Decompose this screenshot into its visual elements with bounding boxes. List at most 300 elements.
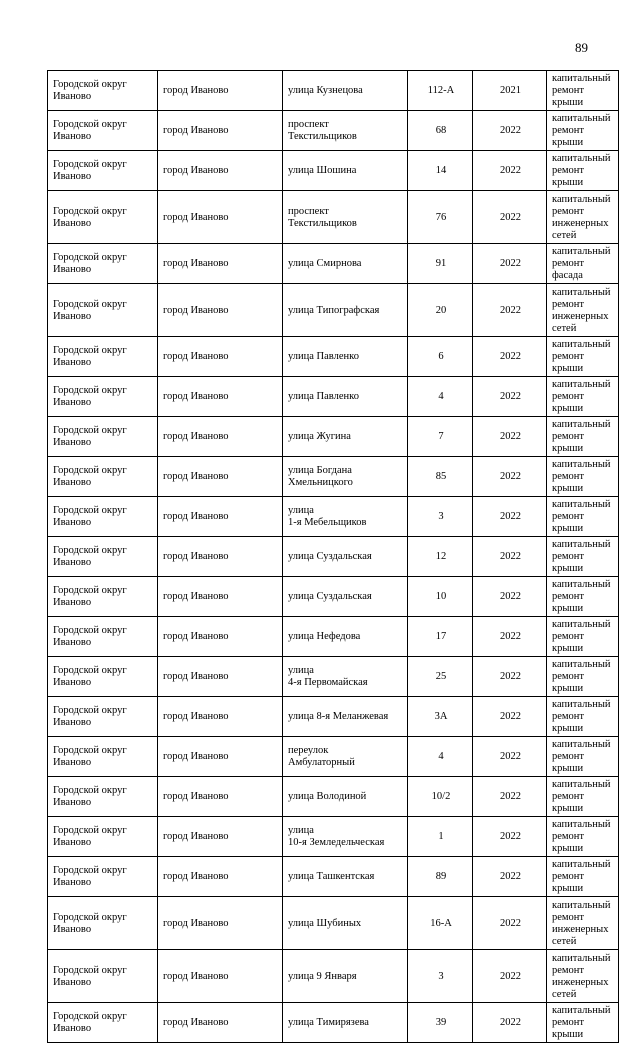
house-number-cell: [408, 697, 473, 737]
year-cell: [473, 897, 547, 950]
settlement-cell: [158, 857, 283, 897]
work-type-text: капитальный ремонт крыши: [552, 779, 611, 814]
settlement-text: город Иваново: [163, 631, 229, 642]
settlement-text: город Иваново: [163, 871, 229, 882]
year-cell: [473, 577, 547, 617]
municipality-cell: [48, 71, 158, 111]
year-cell: [473, 1003, 547, 1043]
settlement-cell: [158, 377, 283, 417]
work-type-text: капитальный ремонт инженерных сетей: [552, 286, 611, 334]
house-number-cell: [408, 284, 473, 337]
settlement-cell: [158, 1003, 283, 1043]
year-text: 2022: [500, 351, 521, 362]
street-cell: [283, 897, 408, 950]
table-row: [48, 1003, 619, 1043]
municipality-cell: [48, 284, 158, 337]
table-row: [48, 950, 619, 1003]
table-row: [48, 377, 619, 417]
settlement-text: город Иваново: [163, 211, 229, 223]
house-number-cell: [408, 457, 473, 497]
municipality-cell: [48, 617, 158, 657]
municipality-text: Городской округ Иваново: [53, 745, 127, 768]
work-type-cell: [547, 857, 619, 897]
house-number-text: 89: [435, 871, 447, 882]
settlement-text: город Иваново: [163, 351, 229, 362]
settlement-cell: [158, 417, 283, 457]
table-row: [48, 71, 619, 111]
house-number-text: 76: [435, 211, 447, 223]
house-number-cell: [408, 151, 473, 191]
street-text: улица Смирнова: [288, 258, 362, 269]
municipality-cell: [48, 244, 158, 284]
house-number-cell: [408, 377, 473, 417]
house-number-text: 91: [435, 258, 447, 269]
municipality-text: Городской округ Иваново: [53, 785, 127, 808]
municipality-cell: [48, 497, 158, 537]
settlement-cell: [158, 337, 283, 377]
settlement-cell: [158, 284, 283, 337]
year-text: 2022: [500, 711, 521, 722]
settlement-text: город Иваново: [163, 917, 229, 929]
year-text: 2022: [500, 471, 521, 482]
house-number-cell: [408, 497, 473, 537]
street-cell: [283, 71, 408, 111]
work-type-text: капитальный ремонт крыши: [552, 699, 611, 734]
municipality-text: Городской округ Иваново: [53, 545, 127, 568]
work-type-text: капитальный ремонт крыши: [552, 499, 611, 534]
municipality-cell: [48, 1003, 158, 1043]
house-number-text: 1: [438, 831, 444, 842]
year-cell: [473, 697, 547, 737]
street-text: улица Типографская: [288, 304, 380, 316]
street-text: улица Ташкентская: [288, 871, 375, 882]
street-text: улица Нефедова: [288, 631, 361, 642]
street-cell: [283, 657, 408, 697]
street-cell: [283, 697, 408, 737]
year-text: 2022: [500, 391, 521, 402]
municipality-cell: [48, 417, 158, 457]
house-number-text: 20: [435, 304, 447, 316]
settlement-cell: [158, 71, 283, 111]
work-type-text: капитальный ремонт фасада: [552, 246, 611, 281]
work-type-text: капитальный ремонт крыши: [552, 73, 611, 108]
settlement-cell: [158, 111, 283, 151]
street-cell: [283, 617, 408, 657]
street-text: улица 10-я Земледельческая: [288, 825, 385, 848]
house-number-text: 7: [438, 431, 444, 442]
house-number-cell: [408, 737, 473, 777]
house-number-cell: [408, 657, 473, 697]
street-cell: [283, 537, 408, 577]
settlement-cell: [158, 950, 283, 1003]
house-number-text: 10/2: [431, 791, 451, 802]
house-number-text: 14: [435, 165, 447, 176]
table-row: [48, 537, 619, 577]
work-type-text: капитальный ремонт крыши: [552, 153, 611, 188]
settlement-text: город Иваново: [163, 258, 229, 269]
year-cell: [473, 337, 547, 377]
municipality-cell: [48, 657, 158, 697]
work-type-cell: [547, 337, 619, 377]
year-cell: [473, 417, 547, 457]
house-number-text: 12: [435, 551, 447, 562]
municipality-text: Городской округ Иваново: [53, 205, 127, 229]
work-type-text: капитальный ремонт крыши: [552, 739, 611, 774]
house-number-cell: [408, 417, 473, 457]
table-row: [48, 191, 619, 244]
house-number-cell: [408, 537, 473, 577]
work-type-cell: [547, 244, 619, 284]
work-type-cell: [547, 457, 619, 497]
settlement-text: город Иваново: [163, 391, 229, 402]
settlement-cell: [158, 777, 283, 817]
municipality-text: Городской округ Иваново: [53, 625, 127, 648]
table-row: [48, 457, 619, 497]
year-cell: [473, 284, 547, 337]
year-text: 2022: [500, 125, 521, 136]
house-number-text: 3: [438, 970, 444, 982]
table-row: [48, 817, 619, 857]
year-text: 2022: [500, 304, 521, 316]
house-number-text: 4: [438, 751, 444, 762]
municipality-cell: [48, 111, 158, 151]
settlement-text: город Иваново: [163, 511, 229, 522]
municipality-cell: [48, 151, 158, 191]
municipality-text: Городской округ Иваново: [53, 505, 127, 528]
work-type-cell: [547, 737, 619, 777]
work-type-text: капитальный ремонт инженерных сетей: [552, 193, 611, 241]
municipality-text: Городской округ Иваново: [53, 385, 127, 408]
settlement-text: город Иваново: [163, 751, 229, 762]
street-cell: [283, 151, 408, 191]
work-type-text: капитальный ремонт крыши: [552, 659, 611, 694]
street-text: улица Володиной: [288, 791, 367, 802]
settlement-cell: [158, 151, 283, 191]
settlement-text: город Иваново: [163, 711, 229, 722]
street-cell: [283, 457, 408, 497]
table-row: [48, 337, 619, 377]
street-cell: [283, 417, 408, 457]
municipality-text: Городской округ Иваново: [53, 465, 127, 488]
work-type-cell: [547, 617, 619, 657]
year-text: 2022: [500, 631, 521, 642]
settlement-cell: [158, 244, 283, 284]
street-cell: [283, 817, 408, 857]
street-cell: [283, 111, 408, 151]
house-number-text: 16-А: [430, 917, 452, 929]
table-row: [48, 151, 619, 191]
street-text: улица Павленко: [288, 351, 359, 362]
street-text: улица Шошина: [288, 165, 357, 176]
settlement-cell: [158, 457, 283, 497]
table-row: [48, 737, 619, 777]
house-number-text: 3А: [434, 711, 448, 722]
municipality-text: Городской округ Иваново: [53, 665, 127, 688]
table-row: [48, 284, 619, 337]
work-type-cell: [547, 284, 619, 337]
street-text: улица 8-я Меланжевая: [288, 711, 389, 722]
table-row: [48, 417, 619, 457]
work-type-cell: [547, 417, 619, 457]
settlement-cell: [158, 577, 283, 617]
year-cell: [473, 71, 547, 111]
year-cell: [473, 457, 547, 497]
work-type-cell: [547, 497, 619, 537]
house-number-cell: [408, 1003, 473, 1043]
municipality-cell: [48, 737, 158, 777]
settlement-cell: [158, 817, 283, 857]
year-cell: [473, 817, 547, 857]
year-cell: [473, 111, 547, 151]
street-text: переулок Амбулаторный: [288, 745, 355, 768]
settlement-cell: [158, 737, 283, 777]
year-text: 2021: [500, 85, 521, 96]
municipality-text: Городской округ Иваново: [53, 425, 127, 448]
street-text: улица Шубиных: [288, 917, 362, 929]
work-type-cell: [547, 151, 619, 191]
settlement-text: город Иваново: [163, 970, 229, 982]
work-type-text: капитальный ремонт крыши: [552, 379, 611, 414]
municipality-cell: [48, 817, 158, 857]
municipality-text: Городской округ Иваново: [53, 298, 127, 322]
work-type-text: капитальный ремонт инженерных сетей: [552, 899, 611, 947]
settlement-cell: [158, 697, 283, 737]
work-type-cell: [547, 71, 619, 111]
table-row: [48, 897, 619, 950]
work-type-text: капитальный ремонт крыши: [552, 579, 611, 614]
street-text: улица Павленко: [288, 391, 359, 402]
street-text: улица Богдана Хмельницкого: [288, 465, 353, 488]
municipality-cell: [48, 897, 158, 950]
street-text: улица Жугина: [288, 431, 351, 442]
work-type-cell: [547, 777, 619, 817]
municipality-text: Городской округ Иваново: [53, 865, 127, 888]
year-text: 2022: [500, 591, 521, 602]
street-text: улица 9 Января: [288, 970, 357, 982]
house-number-cell: [408, 111, 473, 151]
year-text: 2022: [500, 791, 521, 802]
year-cell: [473, 151, 547, 191]
municipality-cell: [48, 377, 158, 417]
municipality-text: Городской округ Иваново: [53, 119, 127, 142]
municipality-cell: [48, 537, 158, 577]
municipality-cell: [48, 457, 158, 497]
street-cell: [283, 497, 408, 537]
year-cell: [473, 191, 547, 244]
street-text: улица Суздальская: [288, 551, 372, 562]
work-type-cell: [547, 577, 619, 617]
year-text: 2022: [500, 258, 521, 269]
house-number-cell: [408, 71, 473, 111]
work-type-cell: [547, 1003, 619, 1043]
settlement-text: город Иваново: [163, 791, 229, 802]
year-cell: [473, 617, 547, 657]
year-cell: [473, 950, 547, 1003]
year-cell: [473, 857, 547, 897]
settlement-text: город Иваново: [163, 165, 229, 176]
work-type-text: капитальный ремонт крыши: [552, 419, 611, 454]
year-text: 2022: [500, 1017, 521, 1028]
repair-schedule-table: [47, 70, 619, 1043]
house-number-text: 6: [438, 351, 444, 362]
settlement-text: город Иваново: [163, 671, 229, 682]
settlement-text: город Иваново: [163, 831, 229, 842]
municipality-text: Городской округ Иваново: [53, 705, 127, 728]
municipality-text: Городской округ Иваново: [53, 79, 127, 102]
table-row: [48, 857, 619, 897]
table-row: [48, 697, 619, 737]
year-text: 2022: [500, 917, 521, 929]
work-type-text: капитальный ремонт крыши: [552, 819, 611, 854]
house-number-text: 39: [435, 1017, 447, 1028]
street-text: улица Кузнецова: [288, 85, 363, 96]
street-cell: [283, 377, 408, 417]
street-text: улица 4-я Первомайская: [288, 665, 368, 688]
street-text: улица Тимирязева: [288, 1017, 369, 1028]
municipality-text: Городской округ Иваново: [53, 252, 127, 275]
municipality-text: Городской округ Иваново: [53, 1011, 127, 1034]
year-cell: [473, 777, 547, 817]
work-type-text: капитальный ремонт инженерных сетей: [552, 952, 611, 1000]
work-type-text: капитальный ремонт крыши: [552, 1005, 611, 1040]
house-number-text: 68: [435, 125, 447, 136]
table-row: [48, 577, 619, 617]
house-number-cell: [408, 857, 473, 897]
year-text: 2022: [500, 165, 521, 176]
settlement-cell: [158, 191, 283, 244]
work-type-text: капитальный ремонт крыши: [552, 539, 611, 574]
work-type-cell: [547, 657, 619, 697]
house-number-cell: [408, 191, 473, 244]
street-cell: [283, 577, 408, 617]
street-cell: [283, 191, 408, 244]
year-text: 2022: [500, 871, 521, 882]
municipality-cell: [48, 777, 158, 817]
house-number-text: 85: [435, 471, 447, 482]
year-cell: [473, 497, 547, 537]
house-number-text: 10: [435, 591, 447, 602]
table-row: [48, 111, 619, 151]
municipality-text: Городской округ Иваново: [53, 964, 127, 988]
table-row: [48, 244, 619, 284]
settlement-text: город Иваново: [163, 125, 229, 136]
settlement-cell: [158, 537, 283, 577]
settlement-text: город Иваново: [163, 1017, 229, 1028]
house-number-text: 4: [438, 391, 444, 402]
street-cell: [283, 244, 408, 284]
house-number-text: 112-А: [427, 85, 455, 96]
settlement-cell: [158, 657, 283, 697]
municipality-cell: [48, 191, 158, 244]
municipality-cell: [48, 697, 158, 737]
year-text: 2022: [500, 671, 521, 682]
year-text: 2022: [500, 751, 521, 762]
settlement-text: город Иваново: [163, 304, 229, 316]
table-row: [48, 497, 619, 537]
year-cell: [473, 377, 547, 417]
house-number-cell: [408, 897, 473, 950]
settlement-text: город Иваново: [163, 591, 229, 602]
municipality-text: Городской округ Иваново: [53, 159, 127, 182]
municipality-cell: [48, 337, 158, 377]
house-number-text: 17: [435, 631, 447, 642]
year-cell: [473, 657, 547, 697]
work-type-cell: [547, 191, 619, 244]
table-row: [48, 777, 619, 817]
house-number-cell: [408, 244, 473, 284]
page-number: 89: [575, 40, 588, 55]
street-text: улица 1-я Мебельщиков: [288, 505, 367, 528]
table-row: [48, 617, 619, 657]
work-type-cell: [547, 950, 619, 1003]
work-type-cell: [547, 817, 619, 857]
settlement-cell: [158, 497, 283, 537]
settlement-text: город Иваново: [163, 85, 229, 96]
house-number-cell: [408, 950, 473, 1003]
street-cell: [283, 857, 408, 897]
settlement-cell: [158, 897, 283, 950]
settlement-text: город Иваново: [163, 471, 229, 482]
street-text: улица Суздальская: [288, 591, 372, 602]
house-number-cell: [408, 617, 473, 657]
work-type-cell: [547, 697, 619, 737]
year-text: 2022: [500, 831, 521, 842]
house-number-text: 3: [438, 511, 444, 522]
street-text: проспект Текстильщиков: [288, 119, 357, 142]
work-type-cell: [547, 111, 619, 151]
municipality-text: Городской округ Иваново: [53, 825, 127, 848]
year-cell: [473, 244, 547, 284]
house-number-cell: [408, 817, 473, 857]
year-text: 2022: [500, 211, 521, 223]
year-text: 2022: [500, 511, 521, 522]
settlement-text: город Иваново: [163, 431, 229, 442]
municipality-cell: [48, 857, 158, 897]
municipality-text: Городской округ Иваново: [53, 911, 127, 935]
work-type-cell: [547, 897, 619, 950]
year-cell: [473, 737, 547, 777]
work-type-text: капитальный ремонт крыши: [552, 859, 611, 894]
year-text: 2022: [500, 431, 521, 442]
street-cell: [283, 284, 408, 337]
municipality-text: Городской округ Иваново: [53, 345, 127, 368]
street-cell: [283, 1003, 408, 1043]
house-number-cell: [408, 337, 473, 377]
table-body: [48, 71, 619, 1043]
house-number-cell: [408, 777, 473, 817]
municipality-cell: [48, 950, 158, 1003]
table-row: [48, 657, 619, 697]
work-type-text: капитальный ремонт крыши: [552, 113, 611, 148]
work-type-text: капитальный ремонт крыши: [552, 619, 611, 654]
street-text: проспект Текстильщиков: [288, 205, 357, 229]
work-type-text: капитальный ремонт крыши: [552, 459, 611, 494]
work-type-text: капитальный ремонт крыши: [552, 339, 611, 374]
work-type-cell: [547, 537, 619, 577]
year-text: 2022: [500, 970, 521, 982]
year-cell: [473, 537, 547, 577]
street-cell: [283, 337, 408, 377]
municipality-cell: [48, 577, 158, 617]
street-cell: [283, 737, 408, 777]
work-type-cell: [547, 377, 619, 417]
street-cell: [283, 777, 408, 817]
settlement-text: город Иваново: [163, 551, 229, 562]
municipality-text: Городской округ Иваново: [53, 585, 127, 608]
settlement-cell: [158, 617, 283, 657]
year-text: 2022: [500, 551, 521, 562]
street-cell: [283, 950, 408, 1003]
